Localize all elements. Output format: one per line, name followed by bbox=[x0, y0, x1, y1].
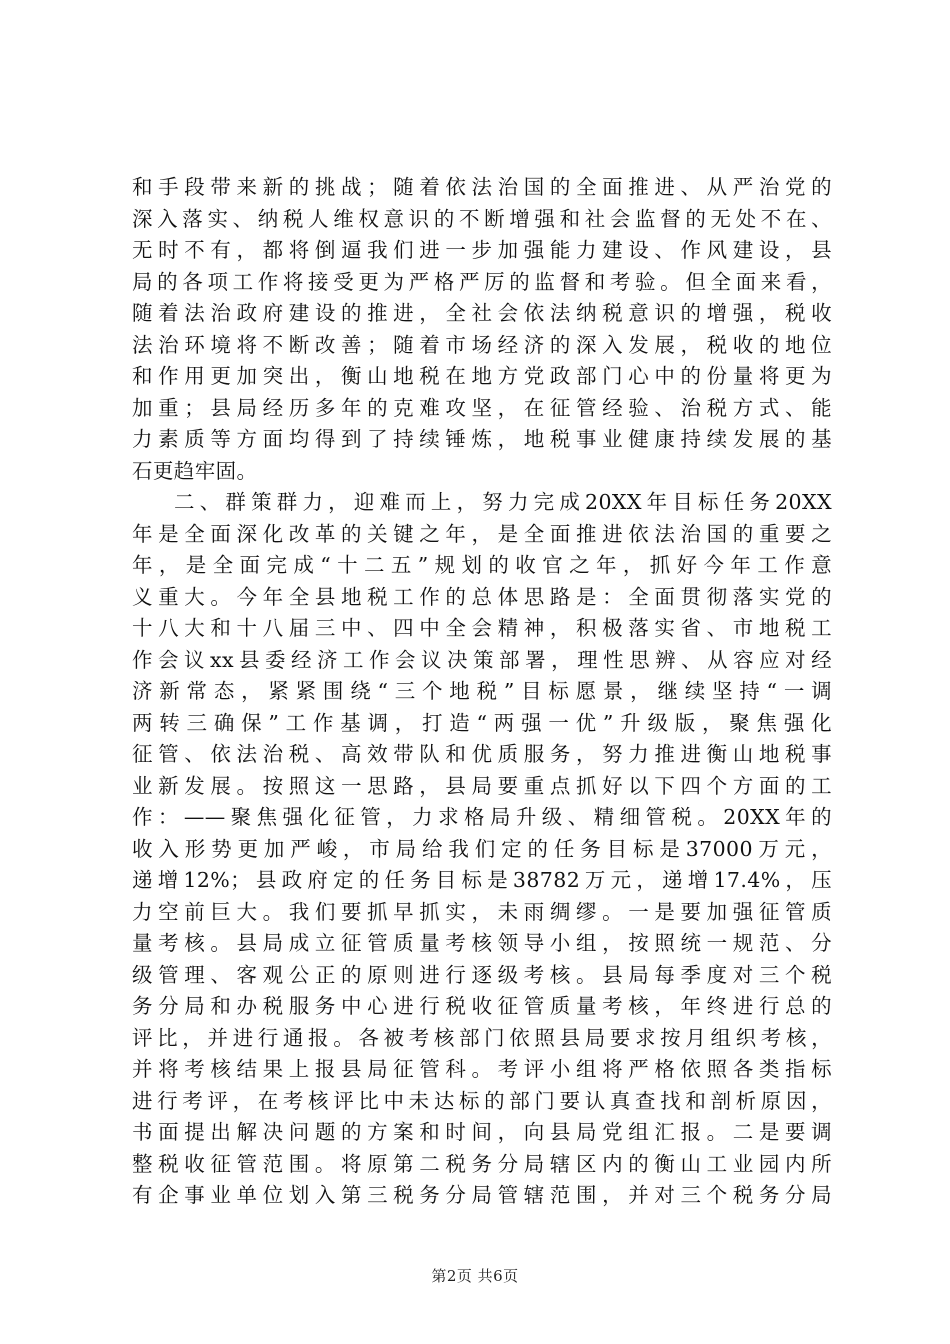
text-line: 进行考评，在考核评比中未达标的部门要认真查找和剖析原因， bbox=[132, 1088, 832, 1113]
text-line: 整税收征管范围。将原第二税务分局辖区内的衡山工业园内所 bbox=[132, 1151, 832, 1176]
text-line: 十八大和十八届三中、四中全会精神，积极落实省、市地税工 bbox=[132, 616, 832, 640]
text-line: 书面提出解决问题的方案和时间，向县局党组汇报。二是要调 bbox=[132, 1120, 832, 1144]
text-line: 评比，并进行通报。各被考核部门依照县局要求按月组织考核， bbox=[132, 1025, 832, 1050]
text-line: 量考核。县局成立征管质量考核领导小组，按照统一规范、分 bbox=[132, 931, 832, 955]
text-line: 深入落实、纳税人维权意识的不断增强和社会监督的无处不在、 bbox=[132, 206, 832, 231]
page-number-footer: 第2页 共6页 bbox=[431, 1267, 519, 1285]
text-line: 业新发展。按照这一思路，县局要重点抓好以下四个方面的工 bbox=[132, 773, 832, 798]
text-line: 作会议xx县委经济工作会议决策部署，理性思辨、从容应对经 bbox=[132, 647, 832, 672]
text-line: 年是全面深化改革的关键之年，是全面推进依法治国的重要之 bbox=[132, 521, 832, 546]
body-text bbox=[132, 172, 832, 1212]
text-line: 法治环境将不断改善；随着市场经济的深入发展，税收的地位 bbox=[132, 332, 832, 357]
text-line: 石更趋牢固。 bbox=[132, 458, 258, 483]
text-line: 作：——聚焦强化征管，力求格局升级、精细管税。20XX年的 bbox=[132, 805, 832, 829]
text-line: 随着法治政府建设的推进，全社会依法纳税意识的增强，税收 bbox=[132, 301, 832, 325]
text-line: 务分局和办税服务中心进行税收征管质量考核，年终进行总的 bbox=[132, 994, 832, 1018]
text-line: 和手段带来新的挑战；随着依法治国的全面推进、从严治党的 bbox=[132, 175, 832, 199]
text-line: 和作用更加突出，衡山地税在地方党政部门心中的份量将更为 bbox=[132, 364, 832, 388]
text-line: 力空前巨大。我们要抓早抓实，未雨绸缪。一是要加强征管质 bbox=[132, 899, 832, 924]
text-line: 义重大。今年全县地税工作的总体思路是：全面贯彻落实党的 bbox=[132, 584, 832, 609]
text-line: 济新常态，紧紧围绕“三个地税”目标愿景，继续坚持“一调 bbox=[132, 679, 832, 703]
text-line: 征管、依法治税、高效带队和优质服务，努力推进衡山地税事 bbox=[132, 742, 832, 766]
text-line: 局的各项工作将接受更为严格严厉的监督和考验。但全面来看， bbox=[132, 269, 832, 294]
text-line: 收入形势更加严峻，市局给我们定的任务目标是37000万元， bbox=[132, 836, 832, 861]
text-line: 无时不有，都将倒逼我们进一步加强能力建设、作风建设，县 bbox=[132, 238, 832, 262]
text-line: 并将考核结果上报县局征管科。考评小组将严格依照各类指标 bbox=[132, 1057, 832, 1081]
text-line: 递增12%；县政府定的任务目标是38782万元，递增17.4%，压 bbox=[132, 868, 832, 892]
text-line: 级管理、客观公正的原则进行逐级考核。县局每季度对三个税 bbox=[132, 962, 832, 987]
section-heading-line: 二、群策群力，迎难而上，努力完成20XX年目标任务20XX bbox=[174, 490, 832, 514]
text-line: 加重；县局经历多年的克难攻坚，在征管经验、治税方式、能 bbox=[132, 395, 832, 420]
text-line: 有企事业单位划入第三税务分局管辖范围，并对三个税务分局 bbox=[132, 1183, 832, 1207]
text-line: 力素质等方面均得到了持续锤炼，地税事业健康持续发展的基 bbox=[132, 427, 832, 451]
text-line: 年，是全面完成“十二五”规划的收官之年，抓好今年工作意 bbox=[132, 553, 832, 577]
text-line: 两转三确保”工作基调，打造“两强一优”升级版，聚焦强化 bbox=[132, 710, 832, 735]
